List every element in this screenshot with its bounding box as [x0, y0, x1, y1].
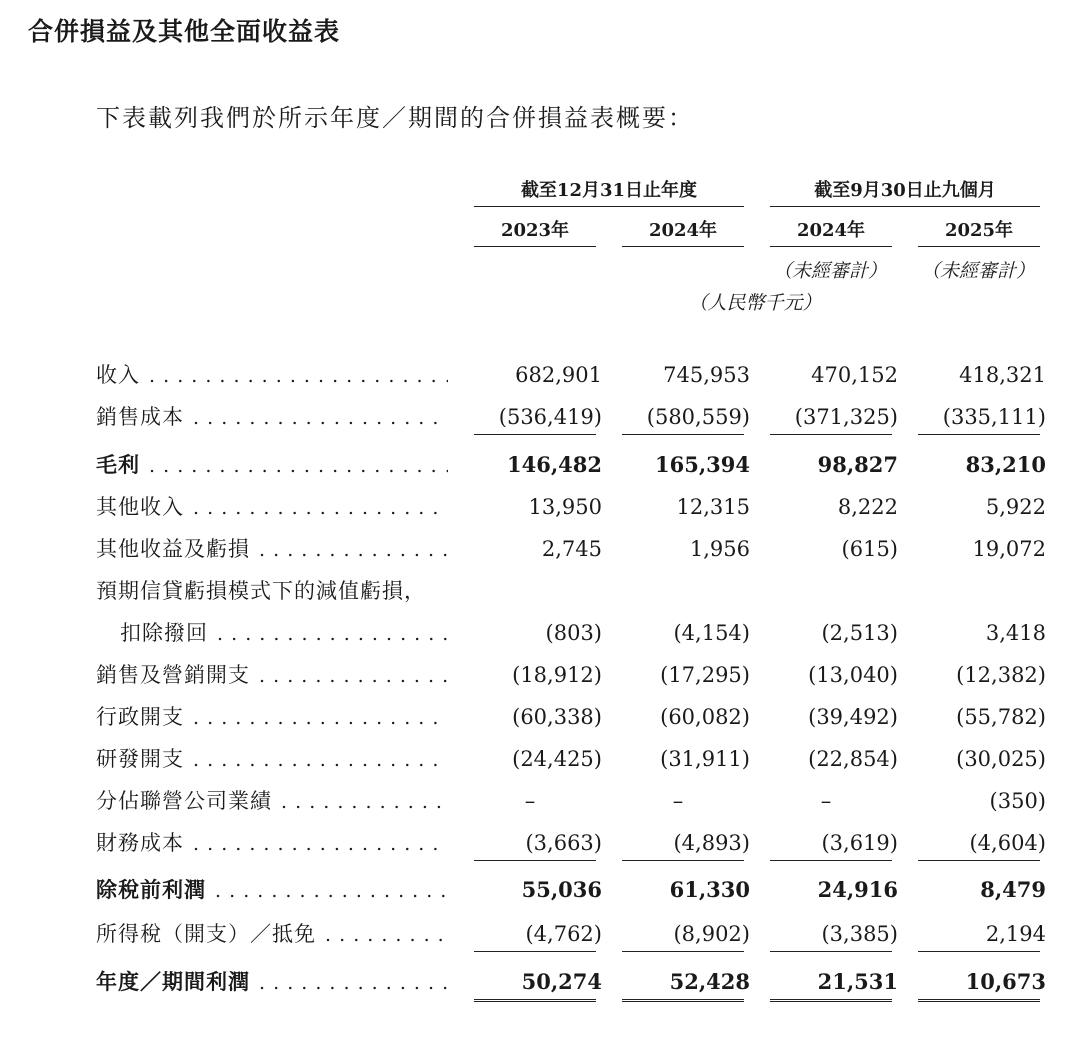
subtotal-rule [918, 434, 1040, 435]
subtotal-rule [918, 860, 1040, 861]
table-row [0, 914, 1090, 954]
cell-value: 2,194 [985, 922, 1046, 946]
cell-value: 165,394 [655, 452, 750, 477]
cell-value: (3,663) [525, 831, 602, 855]
cell-value: (371,325) [794, 405, 898, 429]
column-header-rule [918, 246, 1040, 247]
cell-value: 21,531 [817, 969, 898, 994]
group-header-rule [474, 206, 744, 207]
cell-value: (24,425) [512, 747, 602, 771]
cell-value: 10,673 [965, 969, 1046, 994]
row-label [96, 487, 448, 527]
row-label-text: 預期信貸虧損模式下的減值虧損， [96, 579, 426, 603]
row-label-text: 收入 [96, 363, 140, 387]
cell-value: 5,922 [985, 495, 1046, 519]
group-header-nine-months: 截至9月30日止九個月 [814, 180, 996, 201]
cell-value: (803) [545, 621, 602, 645]
unaudited-note: （未經審計） [920, 260, 1035, 282]
group-header-year-end: 截至12月31日止年度 [520, 180, 698, 201]
row-label-text: 研發開支 [96, 747, 184, 771]
column-header-rule [770, 246, 892, 247]
cell-value: (8,902) [673, 922, 750, 946]
total-rule [770, 999, 892, 1002]
cell-value: (536,419) [498, 405, 602, 429]
table-row [0, 487, 1090, 527]
cell-value: 61,330 [669, 877, 750, 902]
cell-value: (3,385) [821, 922, 898, 946]
table-row [0, 962, 1090, 1002]
cell-value: – [820, 789, 832, 813]
cell-value: (350) [989, 789, 1046, 813]
row-label-text: 其他收入 [96, 495, 184, 519]
cell-value: 98,827 [817, 452, 898, 477]
cell-value: (13,040) [808, 663, 898, 687]
row-label [96, 529, 448, 569]
cell-value: (22,854) [808, 747, 898, 771]
table-row [0, 655, 1090, 695]
table-row [0, 870, 1090, 910]
cell-value: 50,274 [521, 969, 602, 994]
row-label-text: 財務成本 [96, 831, 184, 855]
row-label [96, 962, 448, 1002]
cell-value: 2,745 [541, 537, 602, 561]
cell-value: 470,152 [811, 363, 898, 387]
table-row [0, 529, 1090, 569]
cell-value: 24,916 [817, 877, 898, 902]
cell-value: 8,479 [980, 877, 1046, 902]
cell-value: (30,025) [956, 747, 1046, 771]
row-label-text: 所得稅（開支）／抵免 [96, 922, 316, 946]
cell-value: (39,492) [808, 705, 898, 729]
cell-value: (60,082) [660, 705, 750, 729]
row-label-text: 其他收益及虧損 [96, 537, 250, 561]
subtotal-rule [770, 434, 892, 435]
cell-value: 52,428 [669, 969, 750, 994]
cell-value: (4,762) [525, 922, 602, 946]
cell-value: (60,338) [512, 705, 602, 729]
row-label-text: 分佔聯營公司業績 [96, 789, 272, 813]
cell-value: (4,604) [969, 831, 1046, 855]
total-rule [918, 999, 1040, 1002]
table-row [0, 445, 1090, 485]
column-header-2024: 2024年 [648, 220, 718, 241]
row-label [96, 870, 448, 910]
cell-value: 745,953 [663, 363, 750, 387]
cell-value: (4,154) [673, 621, 750, 645]
table-row [0, 739, 1090, 779]
row-label [96, 355, 448, 395]
row-label-text: 毛利 [96, 452, 140, 477]
cell-value: 13,950 [528, 495, 602, 519]
table-row [0, 613, 1090, 653]
subtotal-rule [622, 951, 744, 952]
column-header-2024-9m: 2024年 [796, 220, 866, 241]
row-label-text: 除稅前利潤 [96, 877, 206, 902]
row-label [96, 655, 448, 695]
row-label-text: 行政開支 [96, 705, 184, 729]
row-label-text: 扣除撥回 [120, 621, 208, 645]
row-label [96, 697, 448, 737]
row-label [96, 397, 448, 437]
subtotal-rule [474, 951, 596, 952]
cell-value: (335,111) [942, 405, 1046, 429]
cell-value: 418,321 [959, 363, 1046, 387]
table-row [0, 355, 1090, 395]
table-row [0, 571, 1090, 611]
table-row [0, 781, 1090, 821]
unaudited-note: （未經審計） [772, 260, 887, 282]
total-rule [474, 999, 596, 1002]
row-label [96, 739, 448, 779]
cell-value: 12,315 [676, 495, 750, 519]
cell-value: 3,418 [985, 621, 1046, 645]
cell-value: (12,382) [956, 663, 1046, 687]
total-rule [622, 999, 744, 1002]
cell-value: (18,912) [512, 663, 602, 687]
cell-value: (580,559) [646, 405, 750, 429]
cell-value: 8,222 [837, 495, 898, 519]
row-label-text: 年度／期間利潤 [96, 969, 250, 994]
cell-value: (2,513) [821, 621, 898, 645]
row-label-text: 銷售及營銷開支 [96, 663, 250, 687]
unit-note: （人民幣千元） [688, 292, 822, 314]
intro-paragraph: 下表載列我們於所示年度／期間的合併損益表概要： [96, 104, 694, 132]
subtotal-rule [622, 860, 744, 861]
table-row [0, 397, 1090, 437]
cell-value: 1,956 [689, 537, 750, 561]
row-label [96, 445, 448, 485]
column-header-2023: 2023年 [500, 220, 570, 241]
section-heading: 合併損益及其他全面收益表 [28, 17, 341, 46]
group-header-rule [770, 206, 1040, 207]
table-row [0, 697, 1090, 737]
cell-value: 146,482 [507, 452, 602, 477]
subtotal-rule [474, 860, 596, 861]
table-row [0, 823, 1090, 863]
cell-value: (55,782) [956, 705, 1046, 729]
subtotal-rule [770, 951, 892, 952]
cell-value: (3,619) [821, 831, 898, 855]
row-label-text: 銷售成本 [96, 405, 184, 429]
row-label [96, 781, 448, 821]
subtotal-rule [622, 434, 744, 435]
cell-value: (17,295) [660, 663, 750, 687]
column-header-2025-9m: 2025年 [944, 220, 1014, 241]
cell-value: 83,210 [965, 452, 1046, 477]
row-label [96, 571, 448, 611]
cell-value: (4,893) [673, 831, 750, 855]
cell-value: (31,911) [660, 747, 750, 771]
cell-value: (615) [841, 537, 898, 561]
row-label [120, 613, 448, 653]
subtotal-rule [474, 434, 596, 435]
cell-value: 682,901 [515, 363, 602, 387]
cell-value: 55,036 [521, 877, 602, 902]
column-header-rule [622, 246, 744, 247]
cell-value: – [524, 789, 536, 813]
row-label [96, 823, 448, 863]
cell-value: 19,072 [972, 537, 1046, 561]
row-label [96, 914, 448, 954]
subtotal-rule [770, 860, 892, 861]
column-header-rule [474, 246, 596, 247]
subtotal-rule [918, 951, 1040, 952]
cell-value: – [672, 789, 684, 813]
